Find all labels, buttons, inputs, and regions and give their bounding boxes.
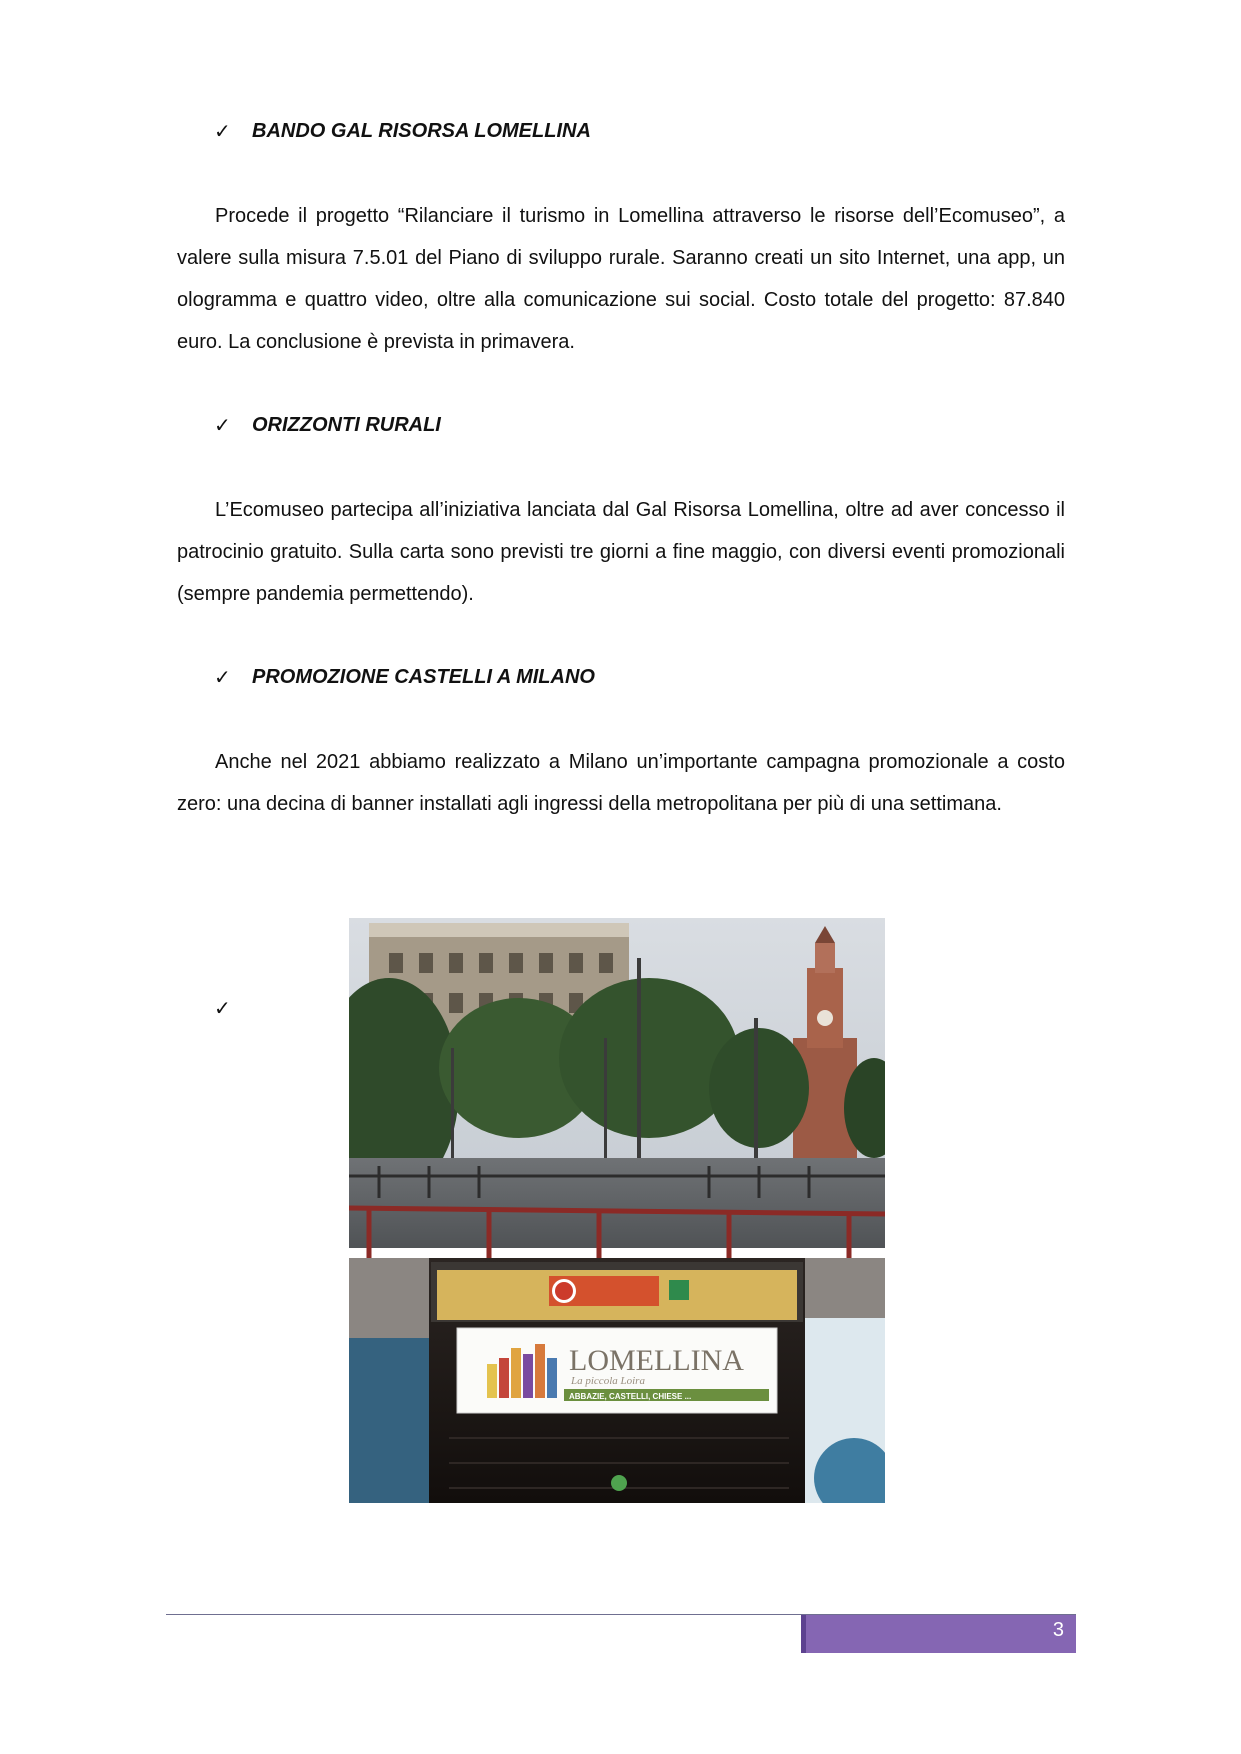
checkmark-icon: ✓	[214, 119, 231, 143]
banner-subtitle: La piccola Loira	[571, 1375, 645, 1387]
metro-entrance-photo	[349, 918, 885, 1503]
section-title: PROMOZIONE CASTELLI A MILANO	[252, 665, 595, 688]
checkmark-icon: ✓	[214, 413, 231, 437]
section-body: L’Ecomuseo partecipa all’iniziativa lanciata dal Gal Risorsa Lomellina, oltre ad aver concesso il patrocinio gratuito. Sulla carta sono previsti tre giorni a fine maggio, con diversi eventi promozionali (sempre pandemia permettendo).	[177, 499, 1065, 605]
section-heading-2	[214, 409, 441, 441]
section-heading-3	[214, 661, 595, 693]
checkmark-icon: ✓	[214, 665, 231, 689]
section-body: Procede il progetto “Rilanciare il turismo in Lomellina attraverso le risorse dell’Ecomuseo”, a valere sulla misura 7.5.01 del Piano di sviluppo rurale. Saranno creati un sito Internet, una app, un ologramma e quattro video, oltre alla comunicazione sui social. Costo totale del progetto: 87.840 euro. La conclusione è prevista in primavera.	[177, 205, 1065, 353]
section-heading-1	[214, 115, 591, 147]
checkmark-icon: ✓	[214, 996, 231, 1020]
section-title: ORIZZONTI RURALI	[252, 413, 441, 436]
banner-title: LOMELLINA	[569, 1344, 744, 1377]
page-number-box	[801, 1615, 1076, 1653]
section-title: BANDO GAL RISORSA LOMELLINA	[252, 119, 591, 142]
section-body: Anche nel 2021 abbiamo realizzato a Milano un’importante campagna promozionale a costo zero: una decina di banner installati agli ingressi della metropolitana per più di una settimana.	[177, 751, 1065, 815]
page-number: 3	[1052, 1619, 1064, 1641]
banner-tagline: ABBAZIE, CASTELLI, CHIESE ...	[569, 1392, 692, 1401]
